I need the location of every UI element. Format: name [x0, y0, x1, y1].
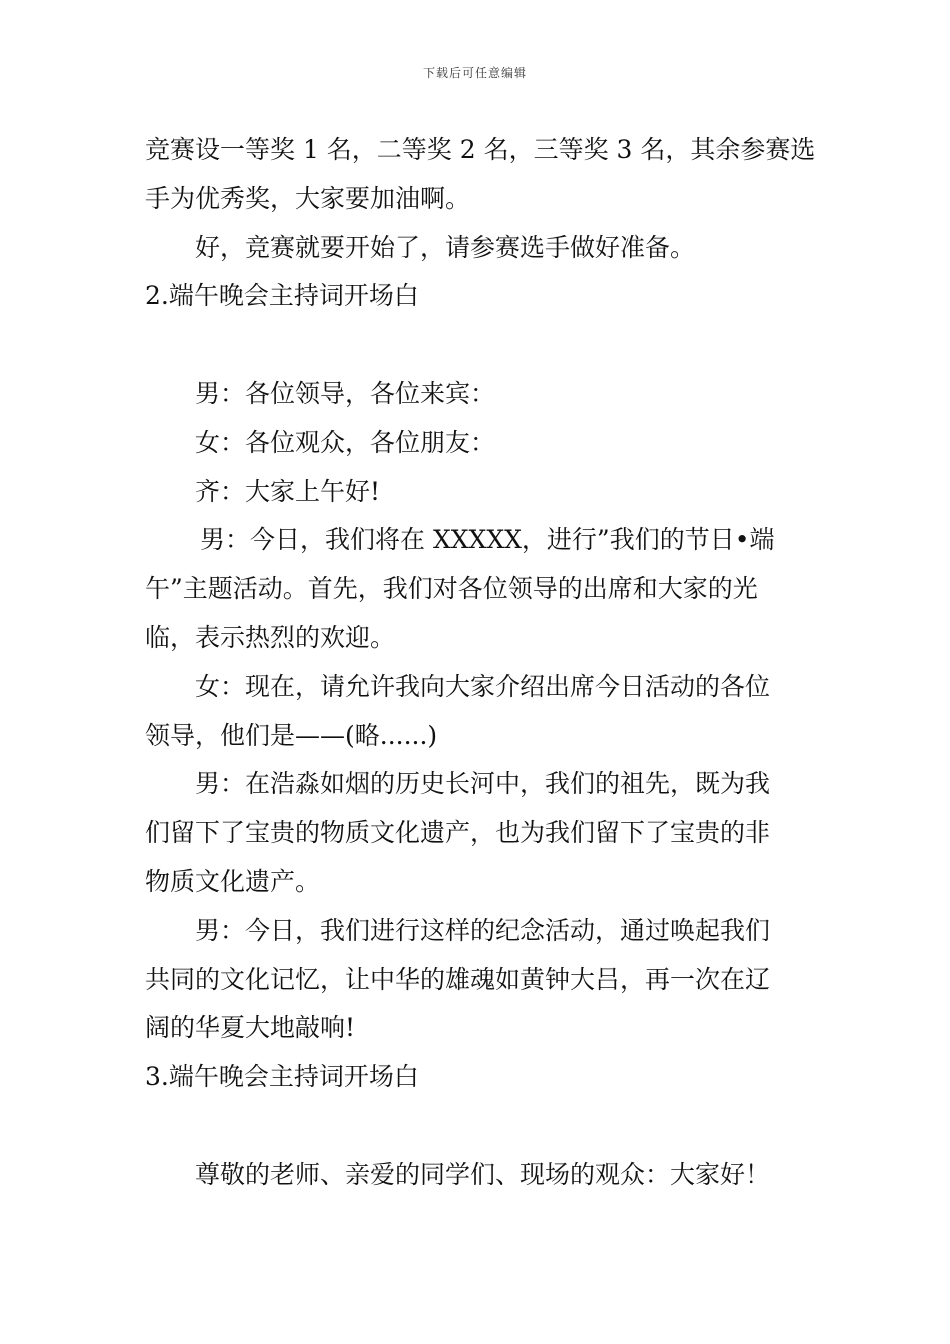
paragraph-line: 领导，他们是——(略......) [145, 720, 438, 750]
paragraph-line: 尊敬的老师、亲爱的同学们、现场的观众：大家好！ [195, 1159, 771, 1189]
blank-line [145, 321, 810, 370]
section-heading: 3.端午晚会主持词开场白 [145, 1062, 419, 1092]
paragraph-line: 们留下了宝贵的物质文化遗产，也为我们留下了宝贵的非 [145, 818, 771, 848]
paragraph-line: 手为优秀奖，大家要加油啊。 [145, 183, 471, 213]
paragraph-line: 女：现在，请允许我向大家介绍出席今日活动的各位 [195, 671, 771, 701]
paragraph-line: 物质文化遗产。 [145, 866, 321, 896]
paragraph-line: 好，竞赛就要开始了，请参赛选手做好准备。 [195, 232, 696, 262]
paragraph-line: 女：各位观众，各位朋友： [195, 427, 496, 457]
page-header: 下载后可任意编辑 [422, 66, 527, 80]
document-body [145, 126, 816, 1200]
paragraph-line: 男：在浩淼如烟的历史长河中，我们的祖先，既为我 [195, 769, 771, 799]
blank-line [145, 1102, 810, 1151]
paragraph-line: 男：各位领导，各位来宾： [195, 378, 496, 408]
paragraph-line: 临，表示热烈的欢迎。 [145, 622, 396, 652]
paragraph-line: 午”主题活动。首先，我们对各位领导的出席和大家的光 [145, 574, 758, 604]
paragraph-line: 男：今日，我们进行这样的纪念活动，通过唤起我们 [195, 915, 771, 945]
section-heading: 2.端午晚会主持词开场白 [145, 281, 419, 311]
paragraph-line: 阔的华夏大地敲响! [145, 1013, 356, 1043]
paragraph-line: 男：今日，我们将在 XXXXX，进行”我们的节日•端 [200, 525, 775, 555]
paragraph-line: 竞赛设一等奖 1 名，二等奖 2 名，三等奖 3 名，其余参赛选 [145, 135, 816, 164]
paragraph-line: 共同的文化记忆，让中华的雄魂如黄钟大吕，再一次在辽 [145, 964, 771, 994]
paragraph-line: 齐：大家上午好! [195, 476, 381, 506]
